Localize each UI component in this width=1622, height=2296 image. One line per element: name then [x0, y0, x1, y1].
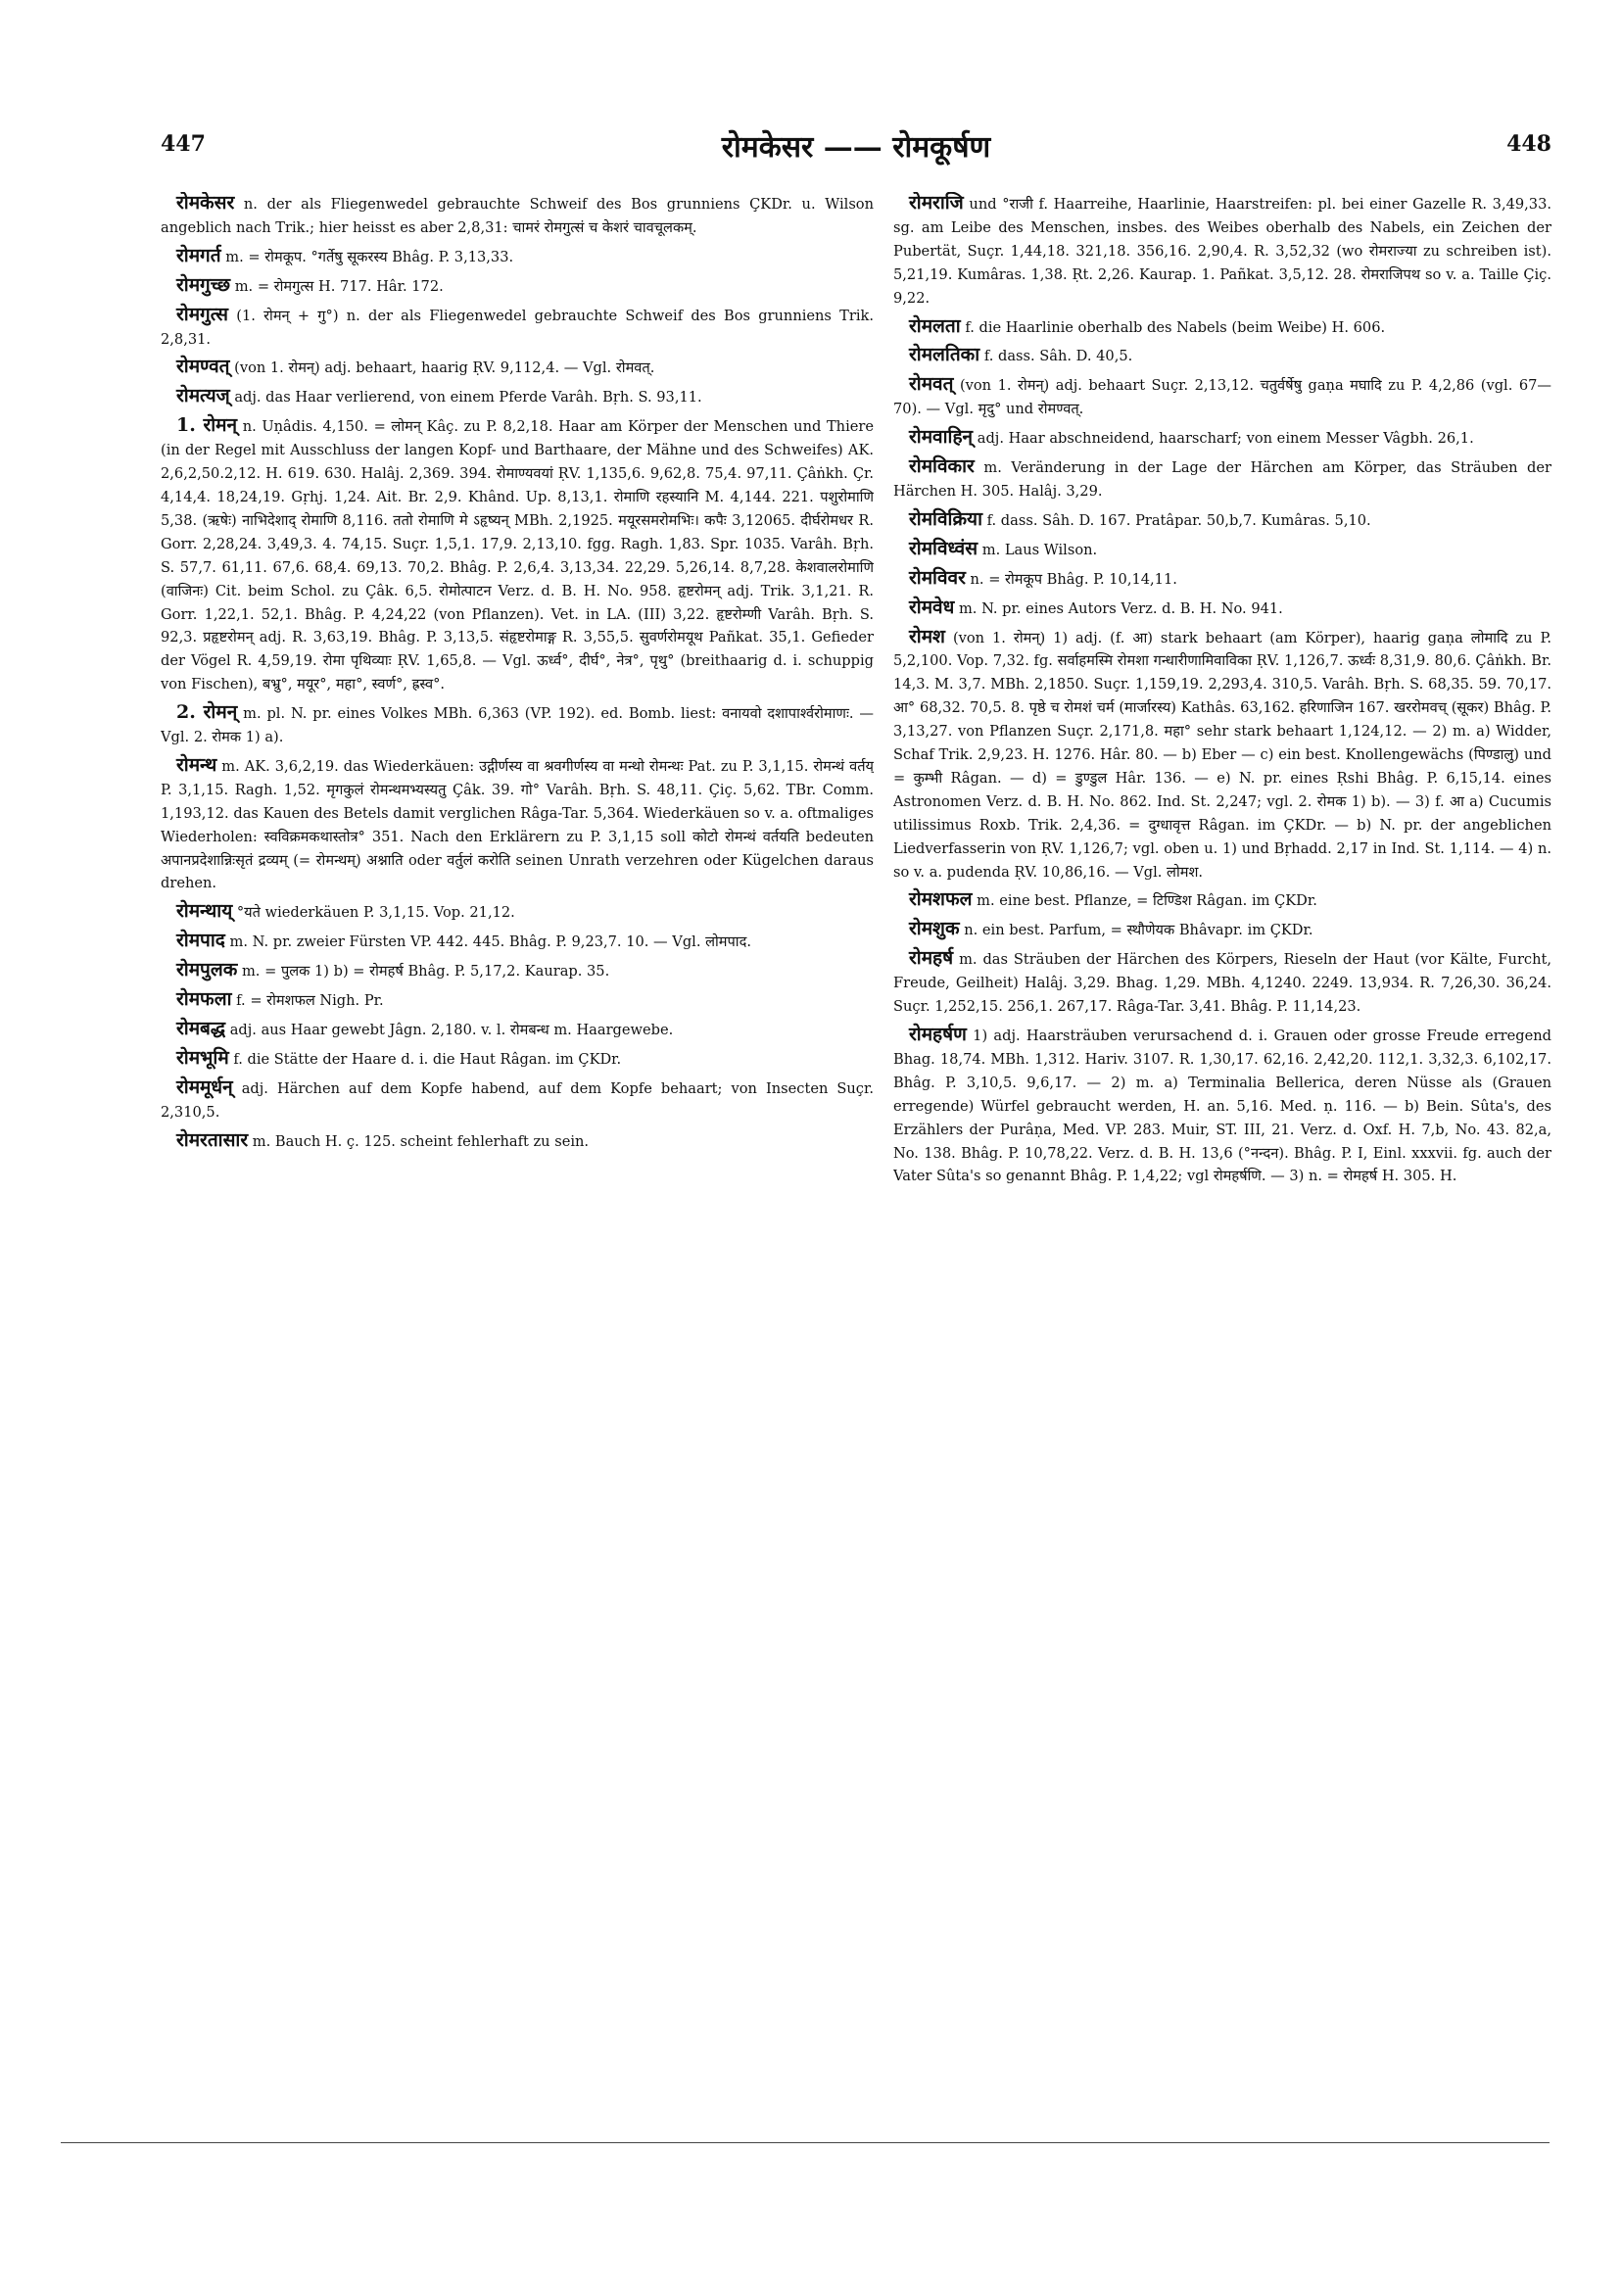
entry-text: adj. Härchen auf dem Kopfe habend, auf dem Kopfe behaart; von Insecten Suçr. 2,310,5. [161, 1079, 874, 1121]
dictionary-entry [893, 508, 1551, 533]
entry-text: m. N. pr. zweier Fürsten VP. 442. 445. Bhâg. P. 9,23,7. 10. — Vgl. लोमपाद. [229, 933, 751, 951]
entry-text: m. AK. 3,6,2,19. das Wiederkäuen: उद्गीर्णस्य वा श्रवगीर्णस्य वा मन्थो रोमन्थः Pat. zu P. 3,1,15. रोमन्थं वर्तय् P. 3,1,15. Ragh. 1,52. मृगकुलं रोमन्थमभ्यस्यतु Çâk. 39. गो° Varâh. Bṛh. S. 48,11. Çiç. 5,62. TBr. Comm. 1,193,12. das Kauen des Betels damit verglichen Râga-Tar. 5,364. Wiederkäuen so v. a. oftmaliges Wiederholen: स्वविक्रमकथास्तोत्र° 351. Nach den Erklärern zu P. 3,1,15 soll कोटो रोमन्थं वर्तयति bedeuten अपानप्रदेशान्निःसृतं द्रव्यम् (= रोमन्थम्) अश्नाति oder वर्तुलं करोति seinen Unrath verzehren oder Kügelchen daraus drehen. [161, 757, 874, 892]
entry-headword: रोमगुत्स [176, 303, 229, 325]
entry-headword: रोमवत् [909, 373, 954, 396]
entry-text: m. Veränderung in der Lage der Härchen am Körper, das Sträuben der Härchen H. 305. Halâj. 3,29. [893, 459, 1551, 500]
dictionary-entry [893, 192, 1551, 311]
dictionary-entry [161, 1129, 874, 1154]
entry-headword: रोमश [909, 625, 945, 647]
dictionary-entry [893, 947, 1551, 1019]
entry-text: adj. Haar abschneidend, haarscharf; von einem Messer Vâgbh. 26,1. [977, 430, 1474, 448]
dictionary-entry [893, 597, 1551, 621]
dictionary-entry [161, 414, 874, 696]
dictionary-entry [893, 567, 1551, 592]
dictionary-entry [161, 900, 874, 925]
entry-text: f. dass. Sâh. D. 40,5. [983, 348, 1133, 365]
right-column [893, 192, 1551, 2043]
dictionary-entry [161, 385, 874, 409]
dictionary-entry [161, 192, 874, 240]
entry-text: f. die Stätte der Haare d. i. die Haut Râgan. im ÇKDr. [233, 1050, 622, 1068]
dictionary-entry [161, 356, 874, 380]
entry-text: f. dass. Sâh. D. 167. Pratâpar. 50,b,7. Kumâras. 5,10. [986, 511, 1371, 529]
entry-text: n. = रोमकूप Bhâg. P. 10,14,11. [970, 570, 1177, 588]
dictionary-entry [893, 888, 1551, 913]
entry-text: adj. aus Haar gewebt Jâgn. 2,180. v. l. रोमबन्ध m. Haargewebe. [229, 1022, 674, 1038]
dictionary-entry [161, 701, 874, 749]
entry-headword: रोमलतिका [909, 344, 980, 366]
dictionary-entry [893, 918, 1551, 942]
entry-text: n. Uṇâdis. 4,150. = लोमन् Kâç. zu P. 8,2,18. Haar am Körper der Menschen und Thiere (in der Regel mit Ausschluss der langen Kopf- und Barthaare, der Mähne und des Schweifes) AK. 2,6,2,50.2,12. H. 619. 630. Halâj. 2,369. 394. रोमाण्यवयां ṚV. 1,135,6. 9,62,8. 75,4. 97,11. Çâṅkh. Çr. 4,14,4. 18,24,19. Gṛhj. 1,24. Ait. Br. 2,9. Khând. Up. 8,13,1. रोमाणि रहस्यानि M. 4,144. 221. पशुरोमाणि 5,38. (ऋषेः) नाभिदेशाद् रोमाणि 8,116. ततो रोमाणि मे ऽहृष्यन् MBh. 2,1925. मयूरसमरोमभिः। कपैः 3,12065. दीर्घरोमधर R. Gorr. 2,28,24. 3,49,3. 4. 74,15. Suçr. 1,5,1. 17,9. 2,13,10. fgg. Ragh. 1,83. Spr. 1035. Varâh. Bṛh. S. 57,7. 61,11. 67,6. 68,4. 69,13. 70,2. Bhâg. P. 2,6,4. 3,13,34. 22,29. 5,26,14. 8,7,28. केशवालरोमाणि (वाजिनः) Cit. beim Schol. zu Çâk. 6,5. रोमोत्पाटन Verz. d. B. H. No. 958. हृष्टरोमन् adj. Trik. 3,1,21. R. Gorr. 1,22,1. 52,1. Bhâg. P. 4,24,22 (von Pflanzen). Vet. in LA. (III) 3,22. हृष्टरोम्णी Varâh. Bṛh. S. 92,3. प्रहृष्टरोमन् adj. R. 3,63,19. Bhâg. P. 3,13,5. संहृष्टरोमाङ्ग R. 3,55,5. सुवर्णरोमयूथ Pañkat. 35,1. Gefieder der Vögel R. 4,59,19. रोमा पृथिव्याः ṚV. 1,65,8. — Vgl. ऊर्ध्व°, दीर्घ°, नेत्र°, पृथु° (breithaarig d. i. schuppig von Fischen), बभ्रु°, मयूर°, महा°, स्वर्ण°, ह्रस्व°. [161, 418, 874, 694]
entry-text: f. die Haarlinie oberhalb des Nabels (beim Weibe) H. 606. [965, 318, 1386, 336]
dictionary-entry [893, 426, 1551, 451]
dictionary-entry [893, 626, 1551, 885]
entry-headword: रोमशुक [909, 918, 960, 940]
entry-headword: रोमहर्ष [909, 947, 954, 970]
dictionary-entry [161, 304, 874, 352]
entry-headword: 1. रोमन् [176, 414, 238, 437]
entry-headword: रोमविध्वंस [909, 537, 978, 559]
entry-headword: रोमन्थ [176, 753, 217, 776]
entry-text: m. = रोमगुत्स H. 717. Hâr. 172. [234, 277, 444, 295]
entry-headword: रोमगुच्छ [176, 273, 231, 296]
entry-headword: 2. रोमन् [176, 701, 238, 724]
dictionary-entry [893, 344, 1551, 368]
entry-headword: रोमत्यज् [176, 385, 230, 407]
entry-text: m. eine best. Pflanze, = टिण्डिश Râgan. im ÇKDr. [977, 892, 1317, 910]
entry-headword: रोमहर्षण [909, 1024, 967, 1045]
entry-text: m. N. pr. eines Autors Verz. d. B. H. No. 941. [958, 599, 1283, 617]
entry-headword: रोमविक्रिया [909, 507, 982, 530]
entry-text: m. = पुलक 1) b) = रोमहर्ष Bhâg. P. 5,17,2. Kaurap. 35. [241, 963, 610, 981]
running-title: रोमकेसर —— रोमकूर्षण [721, 130, 991, 165]
entry-text: 1) adj. Haarsträuben verursachend d. i. Grauen oder grosse Freude erregend Bhag. 18,74. MBh. 1,312. Hariv. 3107. R. 1,30,17. 62,16. 2,42,20. 112,1. 3,32,3. 6,102,17. Bhâg. P. 3,10,5. 9,6,17. — 2) m. a) Terminalia Bellerica, deren Nüsse als (Grauen erregende) Würfel gebraucht werden, H. an. 5,16. Med. ṇ. 116. — b) Bein. Sûta's, des Erzählers der Purâṇa, Med. VP. 283. Muir, ST. III, 21. Verz. d. Oxf. H. 7,b, No. 43. 82,a, No. 138. Bhâg. P. 10,78,22. Verz. d. B. H. 13,6 (°नन्दन). Bhâg. P. I, Einl. xxxvii. fg. auch der Vater Sûta's so genannt Bhâg. P. 1,4,22; vgl रोमहर्षणि. — 3) n. = रोमहर्ष H. 305. H. [893, 1028, 1551, 1185]
entry-text: °यते wiederkäuen P. 3,1,15. Vop. 21,12. [236, 904, 515, 922]
entry-headword: रोमरतासार [176, 1128, 249, 1151]
entry-text: m. pl. N. pr. eines Volkes MBh. 6,363 (VP. 192). ed. Bomb. liest: वनायवो दशापार्श्वरोमाणः. — Vgl. 2. रोमक 1) a). [161, 705, 874, 746]
page-header [161, 131, 1551, 170]
entry-headword: रोमविवर [909, 566, 966, 589]
entry-headword: रोमपुलक [176, 959, 238, 981]
dictionary-entry [161, 1047, 874, 1072]
dictionary-entry [893, 1024, 1551, 1188]
entry-text: n. ein best. Parfum, = स्थौणेयक Bhâvapr. im ÇKDr. [964, 922, 1313, 939]
dictionary-entry [893, 315, 1551, 340]
footer-rule [61, 2142, 1550, 2143]
entry-text: m. Laus Wilson. [981, 541, 1098, 558]
entry-headword: रोमविकार [909, 455, 975, 478]
dictionary-entry [893, 455, 1551, 503]
entry-headword: रोमभूमि [176, 1046, 229, 1069]
entry-headword: रोमवेध [909, 596, 955, 618]
dictionary-entry [893, 538, 1551, 562]
entry-headword: रोममूर्धन् [176, 1076, 233, 1098]
entry-text: (1. रोमन् + गु°) n. der als Fliegenwedel gebrauchte Schweif des Bos grunniens Trik. 2,8,31. [161, 307, 874, 348]
entry-headword: रोमबद्ध [176, 1018, 226, 1039]
dictionary-entry [161, 930, 874, 954]
page-number-right: 448 [1506, 131, 1551, 157]
dictionary-entry [161, 1018, 874, 1042]
left-column [161, 192, 874, 2043]
entry-text: adj. das Haar verlierend, von einem Pferde Varâh. Bṛh. S. 93,11. [234, 389, 702, 407]
entry-text: m. das Sträuben der Härchen des Körpers, Rieseln der Haut (vor Kälte, Furcht, Freude, Geilheit) Halâj. 3,29. Bhag. 1,29. MBh. 4,1240. 2249. 13,934. R. 7,26,30. 36,24. Suçr. 1,252,15. 256,1. 267,17. Râga-Tar. 3,41. Bhâg. P. 11,14,23. [893, 951, 1551, 1016]
dictionary-entry [893, 373, 1551, 421]
entry-text: m. Bauch H. ç. 125. scheint fehlerhaft zu sein. [252, 1132, 590, 1150]
dictionary-entry [161, 274, 874, 299]
entry-headword: रोमलता [909, 314, 961, 337]
entry-headword: रोमशफल [909, 888, 973, 911]
entry-headword: रोमण्वत् [176, 356, 230, 378]
entry-headword: रोमराजि [909, 192, 964, 214]
entry-headword: रोमकेसर [176, 192, 235, 214]
dictionary-entry [161, 959, 874, 983]
entry-text: n. der als Fliegenwedel gebrauchte Schweif des Bos grunniens ÇKDr. u. Wilson angeblich nach Trik.; hier heisst es aber 2,8,31: चामरं रोमगुत्सं च केशरं चावचूलकम्. [161, 196, 874, 236]
entry-text: (von 1. रोमन्) adj. behaart Suçr. 2,13,12. चतुर्वर्षेषु gaṇa मघादि zu P. 4,2,86 (vgl. 67—70). — Vgl. मृदु° und रोमण्वत्. [893, 377, 1551, 418]
dictionary-entry [161, 245, 874, 269]
entry-headword: रोमफला [176, 988, 232, 1011]
entry-headword: रोमपाद [176, 930, 225, 952]
entry-text: und °राजी f. Haarreihe, Haarlinie, Haarstreifen: pl. bei einer Gazelle R. 3,49,33. sg. am Leibe des Menschen, insbes. des Weibes oberhalb des Nabels, ein Zeichen der Pubertät, Suçr. 1,44,18. 321,18. 356,16. 2,90,4. R. 3,52,32 (wo रोमराज्या zu schreiben ist). 5,21,19. Kumâras. 1,38. Ṛt. 2,26. Kaurap. 1. Pañkat. 3,5,12. 28. रोमराजिपथ so v. a. Taille Çiç. 9,22. [893, 196, 1551, 307]
entry-text: f. = रोमशफल Nigh. Pr. [236, 992, 384, 1010]
page-number-left: 447 [161, 131, 206, 157]
entry-headword: रोमन्थाय् [176, 900, 233, 923]
entry-text: (von 1. रोमन्) adj. behaart, haarig ṚV. 9,112,4. — Vgl. रोमवत्. [234, 359, 655, 377]
dictionary-entry [161, 988, 874, 1013]
entry-headword: रोमवाहिन् [909, 426, 974, 449]
entry-text: m. = रोमकूप. °गर्तेषु सूकरस्य Bhâg. P. 3,13,33. [225, 248, 514, 265]
dictionary-entry [161, 1076, 874, 1124]
entry-headword: रोमगर्त [176, 244, 221, 266]
entry-text: (von 1. रोमन्) 1) adj. (f. आ) stark behaart (am Körper), haarig gaṇa लोमादि zu P. 5,2,100. Vop. 7,32. fg. सर्वाहमस्मि रोमशा गन्धारीणामिवाविका ṚV. 1,126,7. ऊर्ध्वः 8,31,9. 80,6. Çâṅkh. Br. 14,3. M. 3,7. MBh. 2,1850. Suçr. 1,159,19. 2,293,4. 310,5. Varâh. Bṛh. S. 68,35. 59. 70,17. आ° 68,32. 70,5. 8. पृष्ठे च रोमशं चर्म (मार्जारस्य) Kathâs. 63,162. हरिणाजिन 167. खररोमवच् (सूकर) Bhâg. P. 3,13,27. von Pflanzen Suçr. 2,171,8. महा° sehr stark behaart 1,124,12. — 2) m. a) Widder, Schaf Trik. 2,9,23. H. 1276. Hâr. 80. — b) Eber — c) ein best. Knollengewächs (पिण्डालु) und = कुम्भी Râgan. — d) = डुण्डुल Hâr. 136. — e) N. pr. eines Ṛshi Bhâg. P. 6,15,14. eines Astronomen Verz. d. B. H. No. 862. Ind. St. 2,247; vgl. 2. रोमक 1) b). — 3) f. आ a) Cucumis utilissimus Roxb. Trik. 2,4,36. = दुग्धावृत्त Râgan. im ÇKDr. — b) N. pr. der angeblichen Liedverfasserin von ṚV. 1,126,7; vgl. oben u. 1) und Bṛhadd. 2,17 in Ind. St. 1,114. — 4) n. so v. a. pudenda ṚV. 10,86,16. — Vgl. लोमश. [893, 629, 1551, 881]
dictionary-entry [161, 754, 874, 895]
